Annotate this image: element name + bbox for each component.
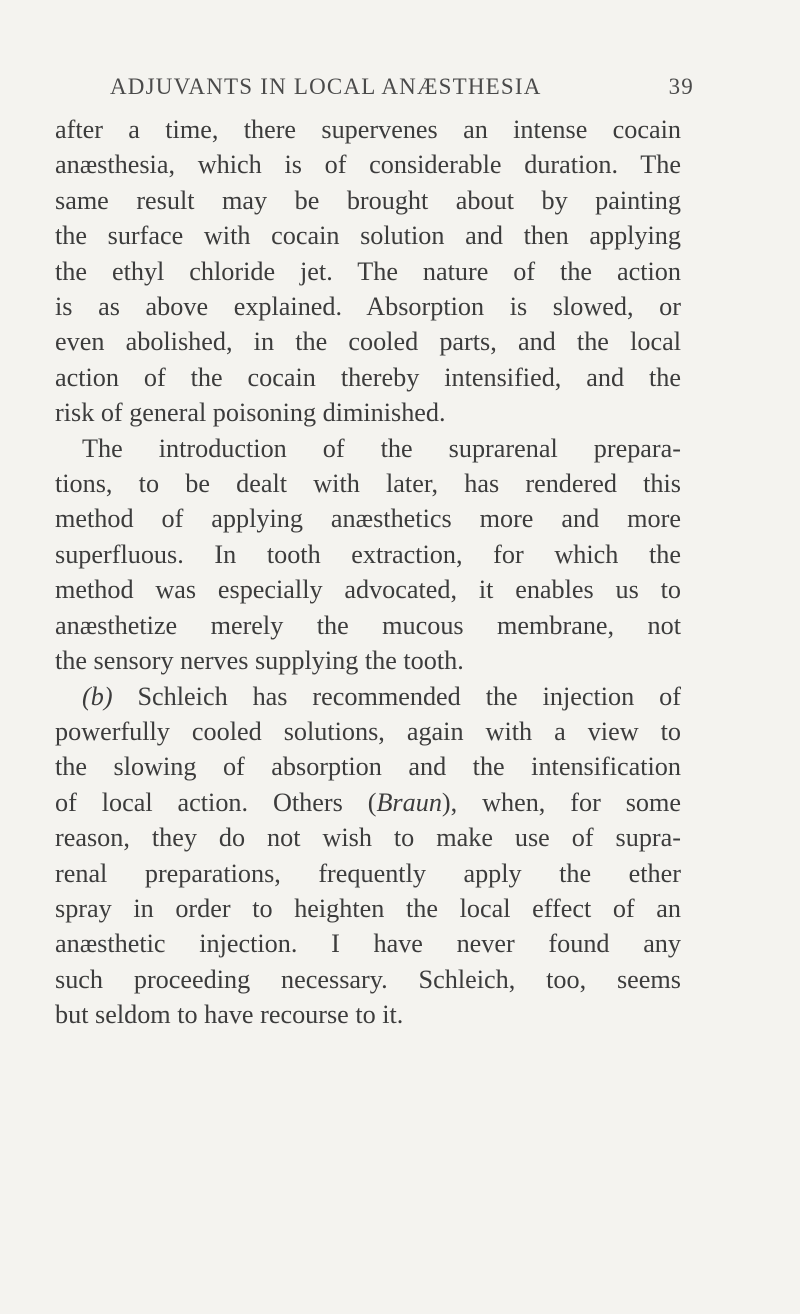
text-line: risk of general poisoning diminished. [55,398,446,428]
running-head [110,74,694,108]
text-line: superfluous. In tooth extraction, for which the [55,539,681,569]
text-run: Schleich has recommended the injection of [137,681,681,711]
text-line: anæsthesia, which is of considerable duration. The [55,150,681,180]
section-marker: (b) [82,681,113,711]
paragraph-1 [55,112,681,431]
text-line: such proceeding necessary. Schleich, too, seems [55,964,681,994]
text-line: the slowing of absorption and the intensification [55,752,681,782]
paragraph-3 [55,679,681,1033]
page-number: 39 [668,74,694,99]
text-line: reason, they do not wish to make use of supra- [55,823,681,853]
text-line: tions, to be dealt with later, has rendered this [55,469,681,499]
text-line: The introduction of the suprarenal prepara- [82,433,681,463]
text-line: powerfully cooled solutions, again with a view to [55,716,681,746]
text-line: same result may be brought about by painting [55,185,681,215]
text-line [55,785,681,820]
text-line: action of the cocain thereby intensified, and the [55,362,681,392]
text-line: the ethyl chloride jet. The nature of the action [55,256,681,286]
text-run: of local action. Others ( [55,787,377,817]
text-line: anæsthetize merely the mucous membrane, not [55,610,681,640]
text-line: method was especially advocated, it enables us to [55,575,681,605]
text-line: the sensory nerves supplying the tooth. [55,646,464,676]
text-line: is as above explained. Absorption is slowed, or [55,292,681,322]
italic-name: Braun [376,787,442,817]
text-line: the surface with cocain solution and then applying [55,221,681,251]
running-head-title: ADJUVANTS IN LOCAL ANÆSTHESIA [110,74,542,99]
text-line: spray in order to heighten the local effect of an [55,893,681,923]
paragraph-2 [55,431,681,679]
text-line: but seldom to have recourse to it. [55,1000,404,1030]
text-line [55,679,681,714]
text-line: after a time, there supervenes an intense cocain [55,115,681,144]
text-line: anæsthetic injection. I have never found any [55,929,681,959]
body-text [55,112,681,1033]
text-run: ), when, for some [441,787,681,817]
text-line: even abolished, in the cooled parts, and the local [55,327,681,357]
text-line: renal preparations, frequently apply the ether [55,858,681,888]
text-line: method of applying anæsthetics more and more [55,504,681,534]
